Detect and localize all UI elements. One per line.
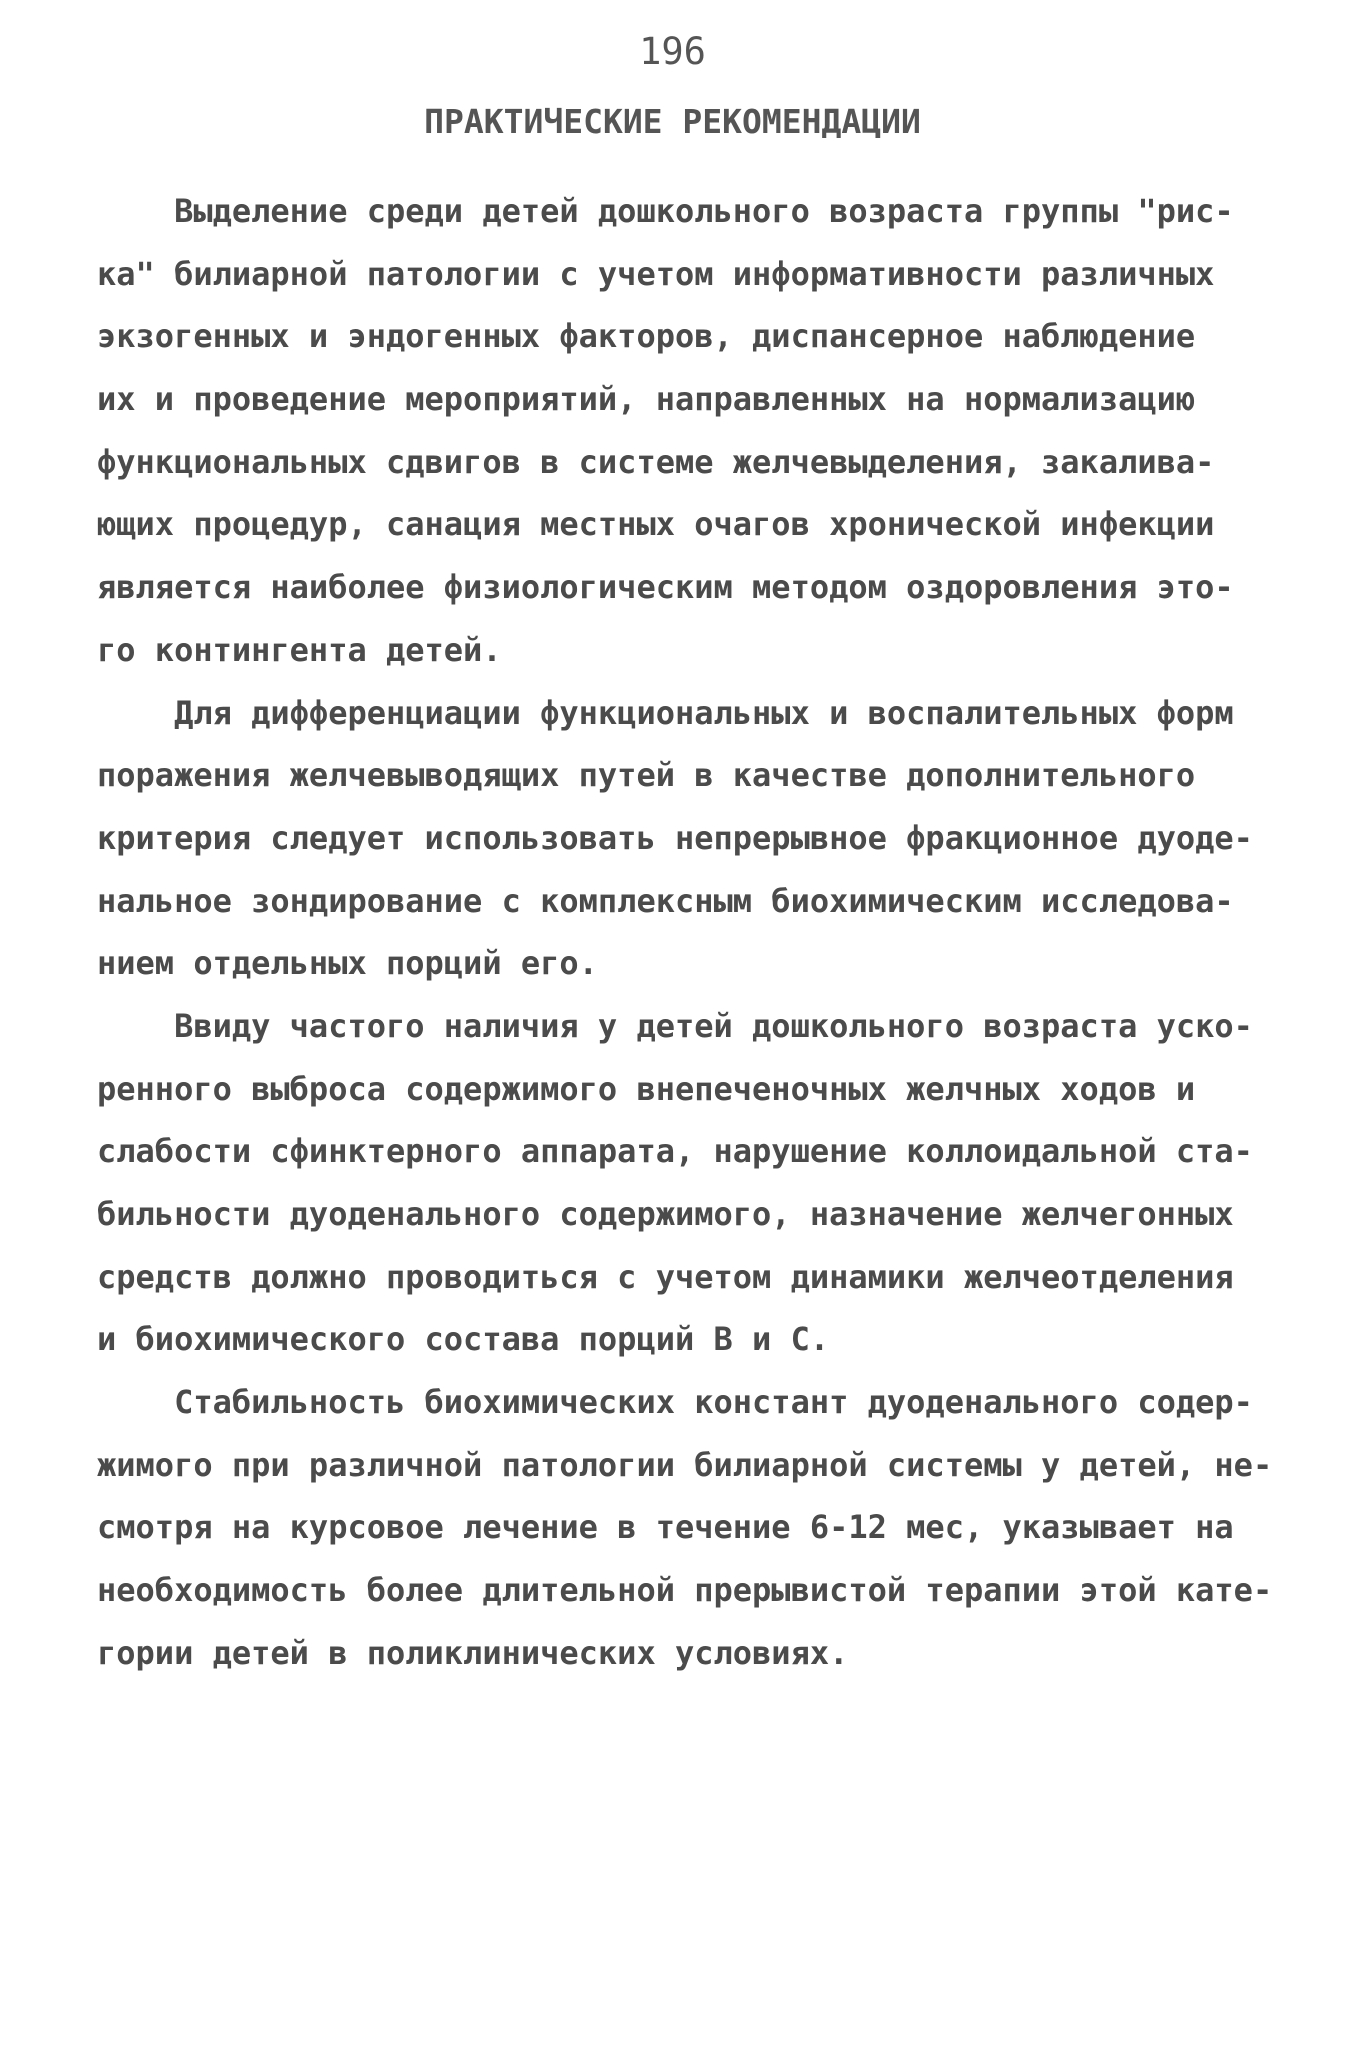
body-text xyxy=(97,180,1277,1685)
text-line: ренного выброса содержимого внепеченочных желчных ходов и xyxy=(97,1069,1196,1108)
text-line: гории детей в поликлинических условиях. xyxy=(97,1633,849,1672)
text-line: Для дифференциации функциональных и воспалительных форм xyxy=(97,693,1234,732)
text-line: средств должно проводиться с учетом динамики желчеотделения xyxy=(97,1257,1234,1296)
text-line: ющих процедур, санация местных очагов хронической инфекции xyxy=(97,505,1215,544)
text-line: нием отдельных порций его. xyxy=(97,944,598,983)
text-line: нальное зондирование с комплексным биохимическим исследова- xyxy=(97,881,1234,920)
text-line: Стабильность биохимических констант дуоденального содер- xyxy=(97,1383,1253,1422)
text-line: их и проведение мероприятий, направленных на нормализацию xyxy=(97,380,1196,419)
page-number: 196 xyxy=(639,30,706,73)
text-line: жимого при различной патологии билиарной системы у детей, не- xyxy=(97,1445,1273,1484)
text-line: функциональных сдвигов в системе желчевыделения, закалива- xyxy=(97,442,1215,481)
text-line: Ввиду частого наличия у детей дошкольного возраста уско- xyxy=(97,1006,1253,1045)
text-line: экзогенных и эндогенных факторов, диспансерное наблюдение xyxy=(97,317,1196,356)
text-line: слабости сфинктерного аппарата, нарушение коллоидальной ста- xyxy=(97,1132,1253,1171)
text-line: является наиболее физиологическим методом оздоровления это- xyxy=(97,568,1234,607)
section-heading: ПРАКТИЧЕСКИЕ РЕКОМЕНДАЦИИ xyxy=(424,102,921,141)
text-line: критерия следует использовать непрерывное фракционное дуоде- xyxy=(97,818,1253,857)
text-line: бильности дуоденального содержимого, назначение желчегонных xyxy=(97,1195,1234,1233)
text-line: ка" билиарной патологии с учетом информативности различных xyxy=(97,254,1215,293)
text-line: и биохимического состава порций В и С. xyxy=(97,1320,830,1359)
text-line: го контингента детей. xyxy=(97,630,502,669)
text-line: смотря на курсовое лечение в течение 6-12 мес, указывает на xyxy=(97,1508,1234,1547)
text-line: Выделение среди детей дошкольного возраста группы "рис- xyxy=(97,192,1234,230)
text-line: поражения желчевыводящих путей в качестве дополнительного xyxy=(97,756,1196,795)
text-line: необходимость более длительной прерывистой терапии этой кате- xyxy=(97,1571,1273,1610)
